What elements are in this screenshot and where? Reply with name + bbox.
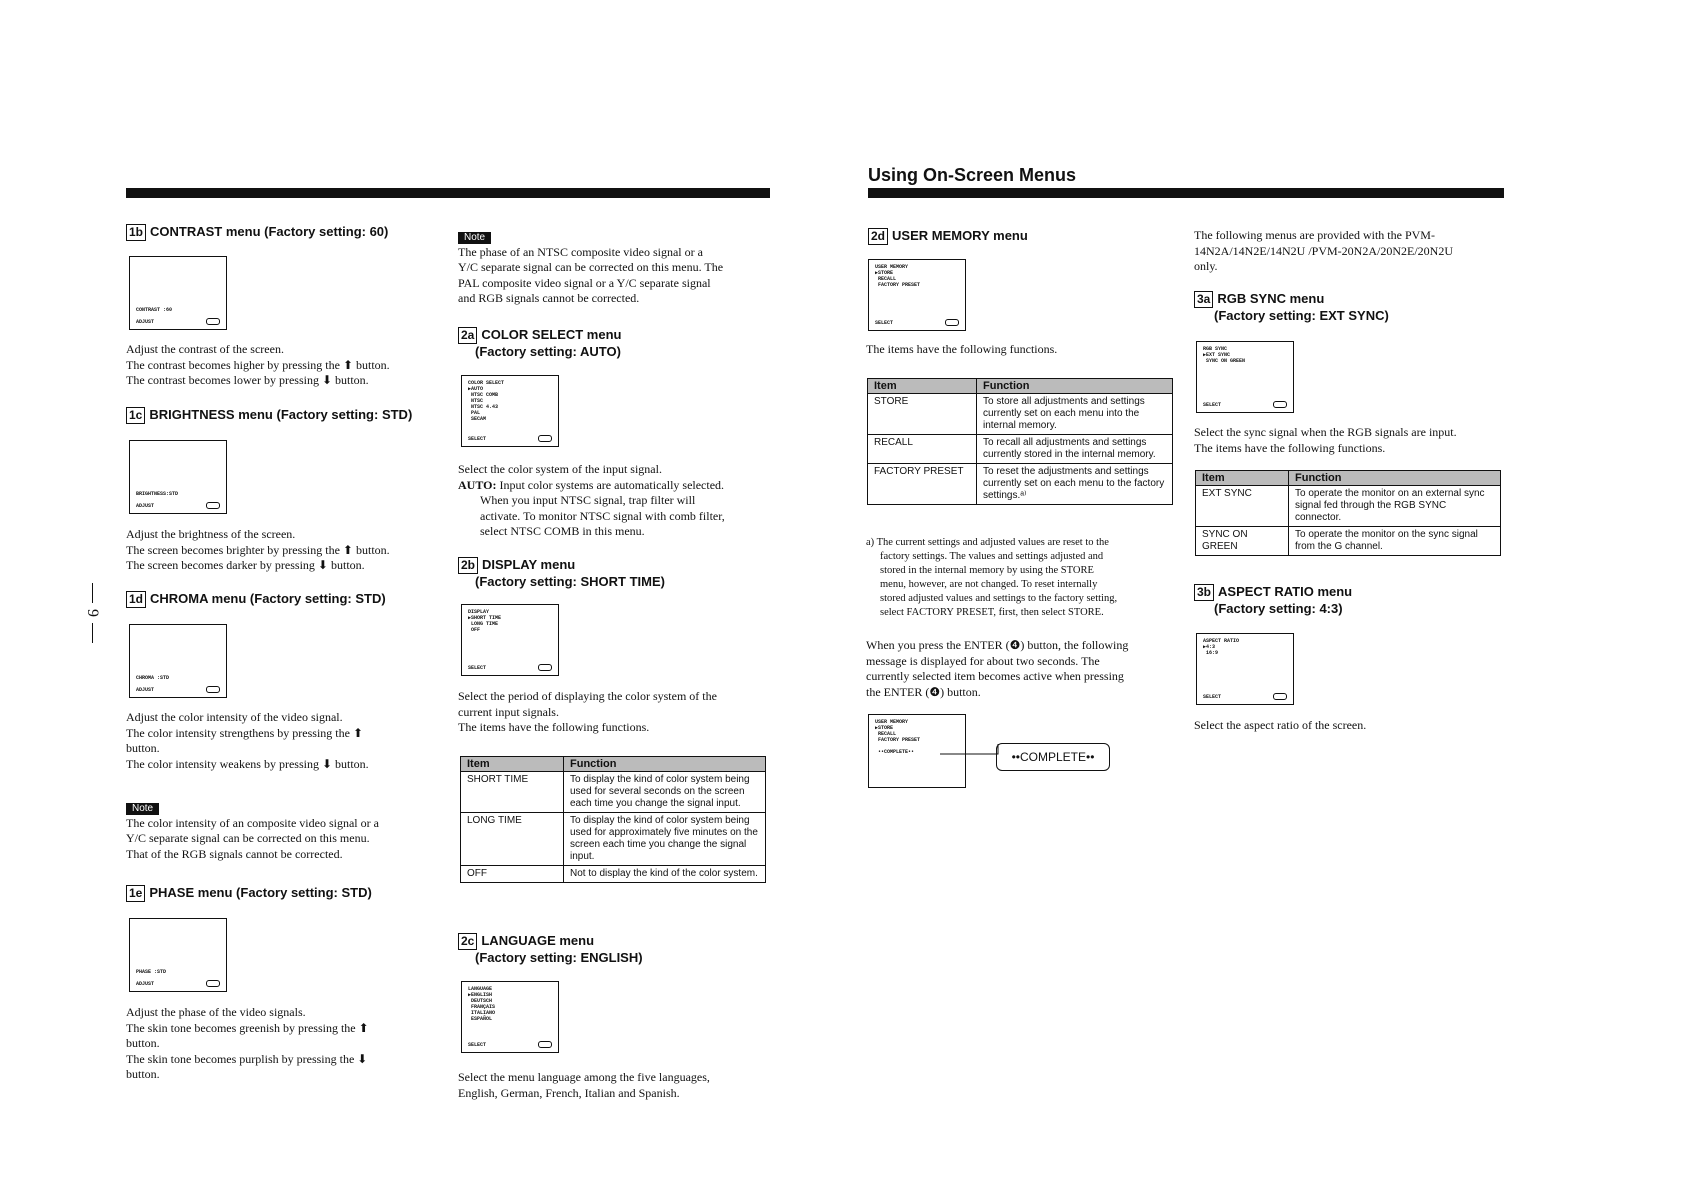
user-memory-function-table: Item Function STORE To store all adjustments and settings currently set on each menu into the internal memory. RECALL To recall all adjustments and settings currently stored in the internal memory. FACTORY PRESET To reset the adjustments and settings currently set on each menu to the factory settings.ᵃ⁾ — [867, 378, 1173, 505]
table-row: SYNC ON GREEN To operate the monitor on the sync signal from the G channel. — [1196, 527, 1501, 556]
header-rule-right — [868, 188, 1504, 198]
user-memory-screen: USER MEMORY ▶STORE RECALL FACTORY PRESET SELECT — [868, 259, 966, 331]
brightness-text: Adjust the brightness of the screen. The screen becomes brighter by pressing the ⬆ button. The screen becomes darker by pressing ⬇ button. — [126, 527, 390, 572]
osd-menu-text: LANGUAGE ▶ENGLISH DEUTSCH FRANÇAIS ITALIANO ESPAÑOL — [468, 986, 496, 1022]
chroma-screen: CHROMA :STD ADJUST — [129, 624, 227, 698]
color-select-text: Select the color system of the input signal. AUTO: Input color systems are automatically selected. When you input NTSC signal, trap filter will activate. To monitor NTSC signal with comb filter, select NTSC COMB in this menu. — [458, 462, 725, 538]
osd-menu-text: ASPECT RATIO ▶4:3 16:9 — [1203, 638, 1240, 656]
phase-heading: 1e PHASE menu (Factory setting: STD) — [126, 885, 372, 902]
table-row: RECALL To recall all adjustments and settings currently stored in the internal memory. — [868, 435, 1173, 464]
osd-menu-text: COLOR SELECT ▶AUTO NTSC COMB NTSC NTSC 4.43 PAL SECAM — [468, 380, 505, 422]
table-row: OFF Not to display the kind of the color system. — [461, 866, 766, 883]
footnote: a) The current settings and adjusted values are reset to the factory settings. The values and settings adjusted and stored in the internal memory by using the STORE menu, however, are not changed. To reset internally stored adjusted values and settings to the factory setting, select FACTORY PRESET, first, then select STORE. — [866, 537, 1118, 618]
page-title: Using On-Screen Menus — [868, 165, 1077, 185]
aspect-ratio-text: Select the aspect ratio of the screen. — [1194, 718, 1367, 732]
enter-text: When you press the ENTER (❹) button, the following message is displayed for about two seconds. The currently selected item becomes active when pressing the ENTER (❹) button. — [866, 638, 1129, 699]
table-row: SHORT TIME To display the kind of color system being used for several seconds on the screen each time you change the signal input. — [461, 772, 766, 813]
osd-menu-text: USER MEMORY ▶STORE RECALL FACTORY PRESET ••COMPLETE•• — [875, 719, 921, 755]
osd-menu-text: RGB SYNC ▶EXT SYNC SYNC ON GREEN — [1203, 346, 1246, 364]
aspect-ratio-heading: 3b ASPECT RATIO menu (Factory setting: 4:3) — [1194, 584, 1352, 617]
chroma-heading: 1d CHROMA menu (Factory setting: STD) — [126, 591, 386, 608]
contrast-text: Adjust the contrast of the screen. The contrast becomes higher by pressing the ⬆ button. The contrast becomes lower by pressing ⬇ button. — [126, 342, 390, 387]
table-row: EXT SYNC To operate the monitor on an external sync signal fed through the RGB SYNC connector. — [1196, 486, 1501, 527]
phase-text: Adjust the phase of the video signals. The skin tone becomes greenish by pressing the ⬆ button. The skin tone becomes purplish by pressing the ⬇ button. — [126, 1005, 369, 1081]
col2-note: Note The phase of an NTSC composite video signal or a Y/C separate signal can be corrected on this menu. The PAL composite video signal or a Y/C separate signal and RGB signals cannot be corrected. — [458, 232, 724, 305]
rgb-sync-screen: RGB SYNC ▶EXT SYNC SYNC ON GREEN SELECT — [1196, 341, 1294, 413]
phase-screen: PHASE :STD ADJUST — [129, 918, 227, 992]
color-select-screen: COLOR SELECT ▶AUTO NTSC COMB NTSC NTSC 4.43 PAL SECAM SELECT — [461, 375, 559, 447]
display-function-table: Item Function SHORT TIME To display the kind of color system being used for several seconds on the screen each time you change the signal input. LONG TIME To display the kind of color system being used for approximately five minutes on the screen each time you change the signal input. OFF Not to display the kind of the color system. — [460, 756, 766, 883]
note-badge: Note — [126, 803, 159, 815]
rgb-sync-text: Select the sync signal when the RGB signals are input. The items have the following functions. — [1194, 425, 1457, 455]
header-rule-left — [126, 188, 770, 198]
rgb-sync-function-table: Item Function EXT SYNC To operate the monitor on an external sync signal fed through the RGB SYNC connector. SYNC ON GREEN To operate the monitor on the sync signal from the G channel. — [1195, 470, 1501, 556]
osd-menu-text: USER MEMORY ▶STORE RECALL FACTORY PRESET — [875, 264, 921, 288]
col1-note: Note The color intensity of an composite video signal or a Y/C separate signal can be corrected on this menu. That of the RGB signals cannot be corrected. — [126, 803, 379, 861]
user-memory-text: The items have the following functions. — [866, 342, 1058, 356]
page-number: 9 — [82, 583, 102, 643]
col4-intro: The following menus are provided with the PVM- 14N2A/14N2E/14N2U /PVM-20N2A/20N2E/20N2U only. — [1194, 228, 1453, 273]
display-heading: 2b DISPLAY menu (Factory setting: SHORT TIME) — [458, 557, 665, 590]
osd-menu-text: DISPLAY ▶SHORT TIME LONG TIME OFF — [468, 609, 502, 633]
display-text: Select the period of displaying the color system of the current input signals. The items have the following functions. — [458, 689, 717, 734]
language-heading: 2c LANGUAGE menu (Factory setting: ENGLISH) — [458, 933, 643, 966]
chroma-text: Adjust the color intensity of the video signal. The color intensity strengthens by pressing the ⬆ button. The color intensity weakens by pressing ⬇ button. — [126, 710, 369, 771]
complete-callout: ••COMPLETE•• — [996, 743, 1110, 771]
table-row: LONG TIME To display the kind of color system being used for approximately five minutes on the screen each time you change the signal input. — [461, 813, 766, 866]
table-row: STORE To store all adjustments and settings currently set on each menu into the internal memory. — [868, 394, 1173, 435]
display-screen: DISPLAY ▶SHORT TIME LONG TIME OFF SELECT — [461, 604, 559, 676]
rgb-sync-heading: 3a RGB SYNC menu (Factory setting: EXT SYNC) — [1194, 291, 1389, 324]
aspect-ratio-screen: ASPECT RATIO ▶4:3 16:9 SELECT — [1196, 633, 1294, 705]
language-screen: LANGUAGE ▶ENGLISH DEUTSCH FRANÇAIS ITALIANO ESPAÑOL SELECT — [461, 981, 559, 1053]
user-memory-heading: 2d USER MEMORY menu — [868, 228, 1028, 245]
note-badge: Note — [458, 232, 491, 244]
brightness-heading: 1c BRIGHTNESS menu (Factory setting: STD) — [126, 407, 412, 424]
contrast-screen: CONTRAST :60 ADJUST — [129, 256, 227, 330]
language-text: Select the menu language among the five languages, English, German, French, Italian and Spanish. — [458, 1070, 710, 1100]
callout-line — [940, 740, 1000, 760]
brightness-screen: BRIGHTNESS:STD ADJUST — [129, 440, 227, 514]
color-select-heading: 2a COLOR SELECT menu (Factory setting: AUTO) — [458, 327, 621, 360]
contrast-heading: 1b CONTRAST menu (Factory setting: 60) — [126, 224, 388, 241]
table-row: FACTORY PRESET To reset the adjustments and settings currently set on each menu to the factory settings.ᵃ⁾ — [868, 464, 1173, 505]
